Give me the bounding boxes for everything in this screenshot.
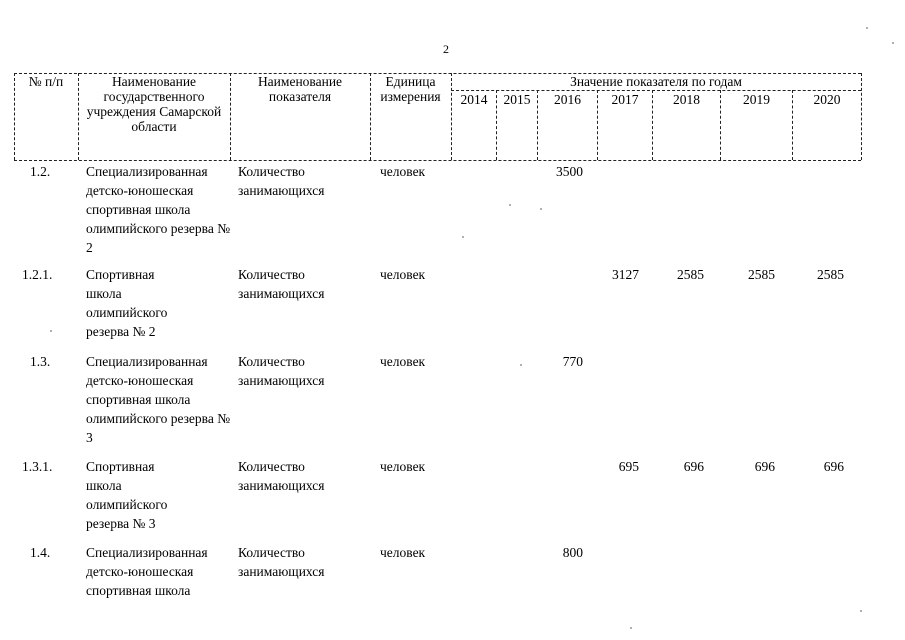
row-unit: человек (380, 164, 426, 179)
value-2017: 695 (618, 459, 639, 474)
value-2018: 696 (683, 459, 704, 474)
row-institution: Специализированная детско-юношеская спортивная школа олимпийского резерва № 2 (86, 164, 231, 255)
row-unit: человек (380, 267, 426, 282)
header-year-2014: 2014 (460, 92, 488, 107)
value-2019: 2585 (748, 267, 775, 282)
value-2016: 3500 (556, 164, 583, 179)
value-2020: 2585 (817, 267, 844, 282)
row-institution: Специализированная детско-юношеская спортивная школа олимпийского резерва № 3 (86, 354, 231, 445)
row-unit: человек (380, 459, 426, 474)
row-unit: человек (380, 545, 426, 560)
header-values: Значение показателя по годам (570, 74, 742, 89)
row-indicator: Количество занимающихся (238, 267, 325, 301)
row-institution: Спортивная школа олимпийского резерва № 2 (86, 267, 168, 339)
row-indicator: Количество занимающихся (238, 354, 325, 388)
value-2018: 2585 (677, 267, 704, 282)
header-year-2020: 2020 (813, 92, 841, 107)
value-2017: 3127 (612, 267, 639, 282)
row-indicator: Количество занимающихся (238, 459, 325, 493)
row-num: 1.3.1. (22, 459, 53, 474)
row-num: 1.2. (30, 164, 51, 179)
header-year-2015: 2015 (503, 92, 531, 107)
row-num: 1.3. (30, 354, 51, 369)
value-2019: 696 (754, 459, 775, 474)
row-institution: Специализированная детско-юношеская спортивная школа (86, 545, 208, 598)
row-indicator: Количество занимающихся (238, 545, 325, 579)
header-year-2017: 2017 (611, 92, 639, 107)
header-year-2019: 2019 (743, 92, 770, 107)
row-num: 1.4. (30, 545, 51, 560)
header-year-2016: 2016 (554, 92, 581, 107)
header-unit: Единица измерения (380, 74, 441, 104)
header-num: № п/п (28, 74, 64, 89)
row-num: 1.2.1. (22, 267, 53, 282)
value-2016: 800 (562, 545, 583, 560)
value-2016: 770 (562, 354, 583, 369)
row-indicator: Количество занимающихся (238, 164, 325, 198)
page-number: 2 (443, 42, 449, 56)
header-indicator: Наименование показателя (257, 74, 343, 104)
header-institution: Наименование государственного учреждения Самарской области (86, 74, 222, 134)
header-year-2018: 2018 (673, 92, 700, 107)
row-institution: Спортивная школа олимпийского резерва № 3 (86, 459, 168, 531)
row-unit: человек (380, 354, 426, 369)
value-2020: 696 (823, 459, 844, 474)
